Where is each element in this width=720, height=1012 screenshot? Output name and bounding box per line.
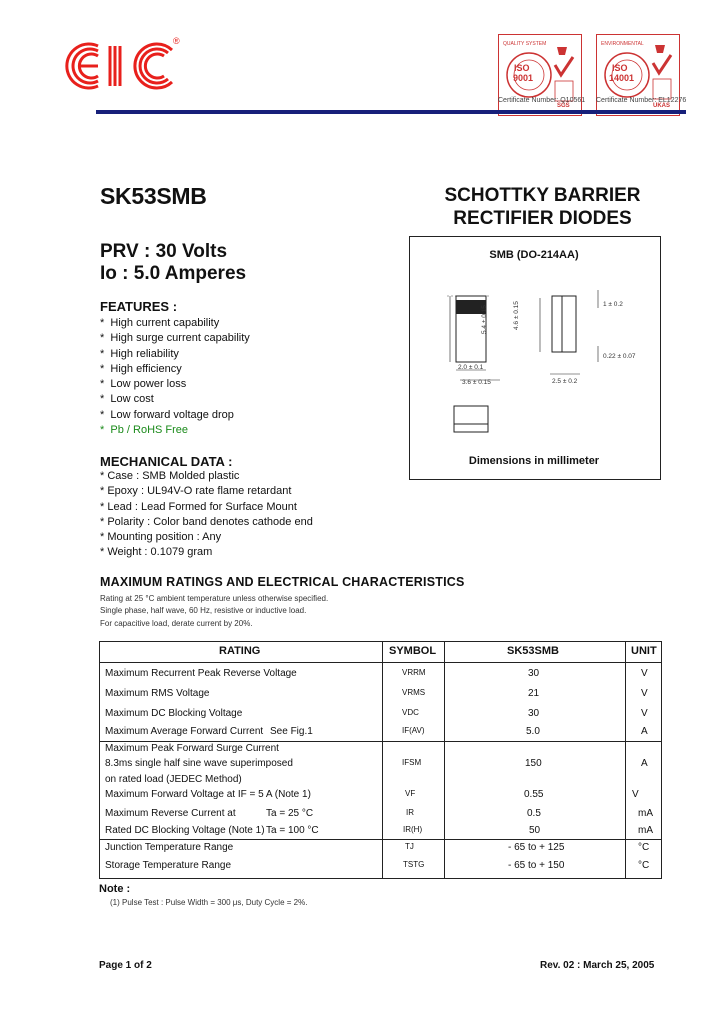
features-heading: FEATURES : [100, 299, 178, 314]
svg-text:2.0 ± 0.1: 2.0 ± 0.1 [458, 364, 484, 371]
list-item: * High reliability [100, 347, 179, 360]
table-row: Rated DC Blocking Voltage (Note 1) [105, 825, 265, 836]
svg-text:1 ± 0.2: 1 ± 0.2 [603, 301, 623, 308]
dimensions-note: Dimensions in millimeter [468, 455, 600, 467]
svg-text:3.6 ± 0.15: 3.6 ± 0.15 [462, 379, 491, 386]
package-title: SMB (DO-214AA) [489, 249, 579, 261]
header-divider [96, 110, 686, 114]
mechanical-list [100, 469, 313, 561]
table-row: Junction Temperature Range [105, 842, 234, 853]
part-number: SK53SMB [100, 183, 207, 209]
list-item: * High efficiency [100, 362, 182, 375]
mechanical-heading: MECHANICAL DATA : [100, 454, 233, 469]
list-item: * Low power loss [100, 378, 187, 391]
prv-rating: PRV : 30 Volts [100, 241, 228, 262]
iso-14001-certificate-badge: ISO 14001 ENVIRONMENTAL UKAS [596, 34, 680, 116]
list-item-rohs: * Pb / RoHS Free [100, 424, 189, 437]
package-outline-drawing [440, 280, 645, 445]
svg-text:2.5 ± 0.2: 2.5 ± 0.2 [552, 378, 578, 385]
product-title: SCHOTTKY BARRIER RECTIFIER DIODES [444, 185, 641, 229]
io-rating: Io : 5.0 Amperes [100, 263, 247, 284]
list-item: * High current capability [100, 317, 220, 329]
list-item: * Weight : 0.1079 gram [100, 546, 213, 559]
registered-mark: ® [173, 36, 180, 46]
table-row: Maximum RMS Voltage [105, 688, 210, 699]
revision-date: Rev. 02 : March 25, 2005 [540, 960, 655, 971]
eic-logo [60, 38, 185, 94]
list-item: * Polarity : Color band denotes cathode end [100, 515, 313, 528]
certificate-number-2: Certificate Number: EL12276 [596, 97, 687, 104]
header-unit: UNIT [631, 645, 657, 657]
list-item: * Lead : Lead Formed for Surface Mount [100, 500, 297, 513]
list-item: * Mounting position : Any [100, 531, 222, 544]
table-row: Storage Temperature Range [105, 860, 232, 871]
svg-text:4.6 ± 0.15: 4.6 ± 0.15 [513, 301, 520, 330]
list-item: * Low cost [100, 393, 154, 406]
condition-line: Single phase, half wave, 60 Hz, resistive or inductive load. [100, 606, 307, 615]
header-value: SK53SMB [507, 645, 559, 657]
table-row: Maximum Forward Voltage at IF = 5 A (Note 1) [105, 789, 311, 800]
header-rating: RATING [219, 645, 261, 657]
iso-9001-certificate-badge: ISO 9001 QUALITY SYSTEM SGS [498, 34, 582, 116]
table-row: Maximum Reverse Current at [105, 808, 236, 819]
condition-line: For capacitive load, derate current by 20%. [100, 619, 253, 628]
list-item: * Epoxy : UL94V-O rate flame retardant [100, 485, 292, 498]
table-row: Maximum Recurrent Peak Reverse Voltage [105, 668, 297, 679]
table-row: Maximum Peak Forward Surge Current [105, 743, 279, 754]
table-row: Maximum DC Blocking Voltage [105, 708, 243, 719]
table-row: Maximum Average Forward Current [105, 726, 264, 737]
list-item: * Low forward voltage drop [100, 408, 234, 421]
page-number: Page 1 of 2 [99, 960, 152, 971]
certificate-number-1: Certificate Number: Q10561 [498, 97, 586, 104]
list-item: * Case : SMB Molded plastic [100, 470, 240, 482]
note-heading: Note : [99, 883, 131, 895]
note-text: (1) Pulse Test : Pulse Width = 300 μs, Duty Cycle = 2%. [110, 898, 308, 907]
svg-text:5.4 ± 0.15: 5.4 ± 0.15 [481, 305, 488, 334]
max-ratings-heading: MAXIMUM RATINGS AND ELECTRICAL CHARACTERISTICS [100, 575, 465, 589]
condition-line: Rating at 25 °C ambient temperature unless otherwise specified. [100, 594, 329, 603]
list-item: * High surge current capability [100, 332, 250, 345]
svg-text:0.22 ± 0.07: 0.22 ± 0.07 [603, 353, 636, 360]
header-symbol: SYMBOL [389, 645, 437, 657]
features-list [100, 316, 250, 438]
